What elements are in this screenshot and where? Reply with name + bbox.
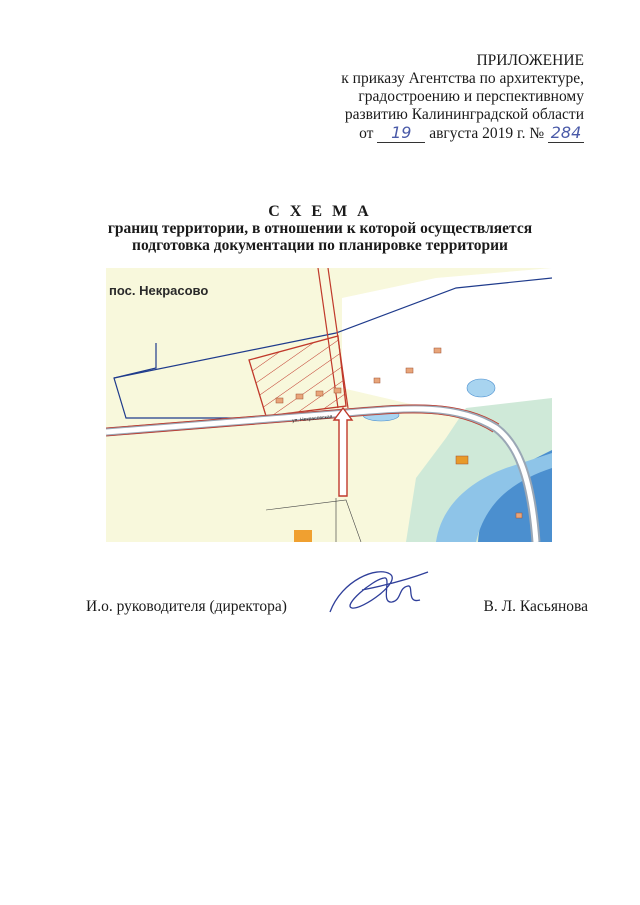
settlement-label: пос. Некрасово <box>109 283 209 298</box>
date-prefix: от <box>359 125 374 142</box>
map-drawing <box>106 268 552 542</box>
signature-row <box>0 598 640 628</box>
scheme-subtitle-2: подготовка документации по планировке территории <box>132 237 508 254</box>
appendix-title: ПРИЛОЖЕНИЕ <box>476 52 584 69</box>
scheme-subtitle-1: границ территории, в отношении к которой осуществляется <box>107 220 533 237</box>
pond <box>467 379 495 397</box>
handwritten-day: 19 <box>377 124 425 143</box>
appendix-header <box>254 52 584 143</box>
street-label: ул. Некрасовская <box>291 413 333 425</box>
appendix-line-3: развитию Калининградской области <box>344 106 584 123</box>
territory-map <box>106 268 552 542</box>
appendix-date-line <box>254 124 584 143</box>
appendix-line-1: к приказу Агентства по архитектуре, <box>341 70 584 87</box>
signer-name: В. Л. Касьянова <box>483 598 588 615</box>
scheme-title: С Х Е М А <box>268 203 372 220</box>
house <box>276 398 283 403</box>
house <box>316 391 323 396</box>
building-orange-south <box>294 530 312 542</box>
signer-position: И.о. руководителя (директора) <box>86 598 287 615</box>
house <box>406 368 413 373</box>
handwritten-order-number: 284 <box>548 124 584 143</box>
building-orange <box>456 456 468 464</box>
house <box>296 394 303 399</box>
house <box>374 378 380 383</box>
appendix-line-2: градостроению и перспективному <box>358 88 584 105</box>
house <box>434 348 441 353</box>
month-year: августа 2019 г. № <box>429 125 545 142</box>
scheme-title-block <box>0 203 640 254</box>
house <box>516 513 522 518</box>
house <box>334 388 341 393</box>
